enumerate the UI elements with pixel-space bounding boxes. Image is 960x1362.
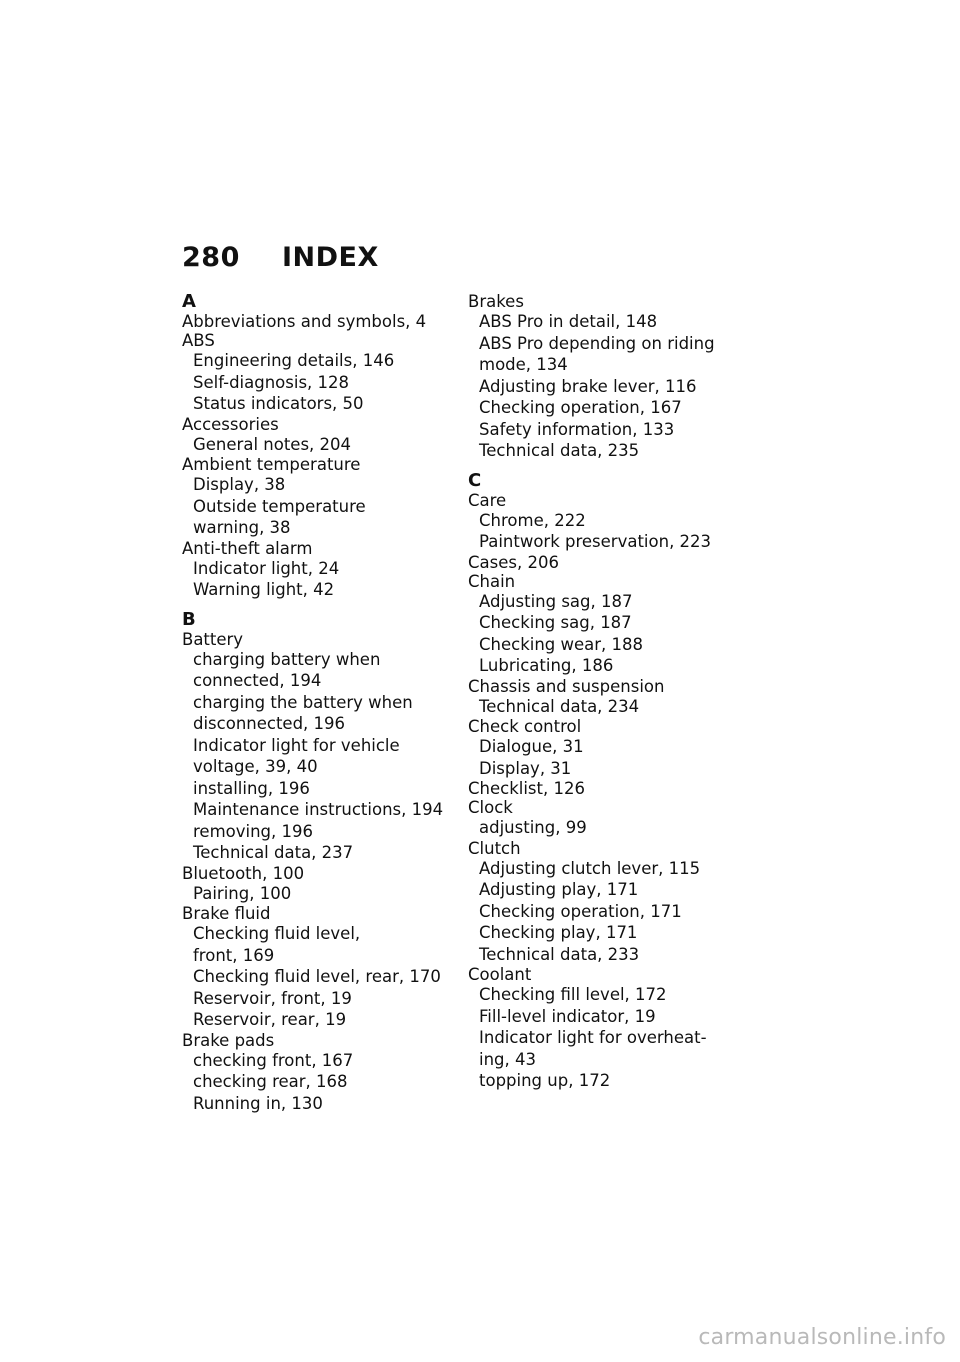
index-subentry: checking front, 167	[193, 1050, 354, 1070]
index-subentry: charging the battery when	[193, 692, 413, 712]
index-subentry: ABS Pro depending on riding	[479, 333, 715, 353]
index-entry	[182, 539, 457, 601]
index-subentry: Display, 31	[479, 758, 572, 778]
index-entry	[182, 1031, 457, 1115]
index-subentry: Technical data, 237	[193, 843, 354, 862]
index-subentry: Indicator light for vehicle	[193, 735, 400, 755]
index-subentry: removing, 196	[193, 821, 314, 841]
index-subentry: warning, 38	[193, 518, 291, 537]
index-entry	[468, 779, 758, 798]
index-subentry: Reservoir, front, 19	[193, 988, 352, 1008]
index-entry	[182, 630, 457, 864]
index-subentry: Self-diagnosis, 128	[193, 372, 350, 392]
index-term: Brake pads	[182, 1030, 275, 1050]
index-subentry: front, 169	[193, 945, 275, 965]
index-entry	[468, 798, 758, 839]
index-subentry: connected, 194	[193, 671, 322, 690]
page-number: 280	[182, 242, 240, 273]
watermark-text: carmanualsonline.info	[698, 1325, 946, 1350]
index-subentry: Checking fluid level,	[193, 924, 361, 943]
index-entry	[182, 415, 457, 456]
index-entry	[468, 292, 758, 462]
index-term: Accessories	[182, 414, 279, 434]
page-header	[182, 242, 379, 273]
index-entry	[468, 717, 758, 779]
index-entry	[468, 572, 758, 677]
index-term: Care	[468, 490, 507, 510]
index-term: Ambient temperature	[182, 455, 361, 474]
index-subentry: adjusting, 99	[479, 818, 587, 837]
index-subentry: Checking fill level, 172	[479, 985, 667, 1004]
index-entry	[182, 331, 457, 415]
index-term: Brake fluid	[182, 904, 271, 923]
index-subentry: Dialogue, 31	[479, 737, 584, 756]
index-term: Bluetooth, 100	[182, 863, 305, 883]
index-subentry: Technical data, 235	[479, 441, 640, 460]
index-subentry: voltage, 39, 40	[193, 757, 318, 776]
index-section	[468, 292, 758, 462]
index-subentry: Adjusting sag, 187	[479, 591, 633, 611]
index-term: Chain	[468, 571, 516, 591]
index-section	[182, 292, 457, 601]
index-subentry: Adjusting clutch lever, 115	[479, 858, 701, 878]
page-title: INDEX	[282, 242, 379, 273]
index-subentry: Paintwork preservation, 223	[479, 532, 712, 551]
index-subentry: Engineering details, 146	[193, 351, 395, 370]
index-subentry: Indicator light, 24	[193, 558, 340, 578]
index-subentry: Checking sag, 187	[479, 613, 632, 632]
index-subentry: Safety information, 133	[479, 419, 675, 439]
index-column-right	[468, 292, 758, 1092]
index-entry	[182, 312, 457, 331]
index-subentry: Adjusting play, 171	[479, 880, 639, 899]
index-subentry: Pairing, 100	[193, 883, 292, 903]
index-subentry: Maintenance instructions, 194	[193, 800, 444, 819]
index-subentry: mode, 134	[479, 355, 568, 374]
index-subentry: disconnected, 196	[193, 714, 346, 733]
index-subentry: Reservoir, rear, 19	[193, 1010, 347, 1029]
index-subentry: Checking wear, 188	[479, 634, 644, 654]
index-subentry: Checking play, 171	[479, 923, 638, 942]
index-section	[182, 610, 457, 1115]
index-subentry: topping up, 172	[479, 1071, 611, 1090]
index-entry	[468, 677, 758, 718]
index-term: Check control	[468, 717, 582, 736]
index-subentry: Running in, 130	[193, 1093, 323, 1113]
index-subentry: Status indicators, 50	[193, 394, 364, 413]
index-subentry: Technical data, 234	[479, 696, 640, 716]
index-subentry: installing, 196	[193, 778, 310, 798]
index-column-left	[182, 292, 457, 1114]
index-subentry: checking rear, 168	[193, 1072, 348, 1091]
index-term: Chassis and suspension	[468, 676, 665, 696]
index-term: Clutch	[468, 838, 521, 858]
index-subentry: Adjusting brake lever, 116	[479, 376, 697, 396]
index-subentry: Fill-level indicator, 19	[479, 1006, 656, 1026]
index-subentry: Technical data, 233	[479, 944, 640, 964]
index-entry	[468, 839, 758, 966]
index-subentry: Indicator light for overheat-	[479, 1028, 707, 1047]
index-term: Battery	[182, 629, 244, 649]
index-term: Brakes	[468, 292, 524, 311]
index-entry	[468, 965, 758, 1092]
index-term: Abbreviations and symbols, 4	[182, 312, 427, 331]
index-entry	[182, 864, 457, 905]
index-term: Anti-theft alarm	[182, 538, 313, 558]
index-subentry: Checking fluid level, rear, 170	[193, 967, 441, 986]
index-term: ABS	[182, 331, 215, 350]
index-subentry: Display, 38	[193, 475, 286, 494]
index-subentry: ing, 43	[479, 1049, 537, 1069]
index-term: Coolant	[468, 965, 532, 984]
index-subentry: Warning light, 42	[193, 580, 335, 599]
index-subentry: charging battery when	[193, 649, 381, 669]
index-entry	[182, 455, 457, 539]
index-term: Cases, 206	[468, 552, 559, 572]
index-subentry: Chrome, 222	[479, 510, 586, 530]
index-term: Checklist, 126	[468, 779, 585, 798]
section-letter: A	[182, 291, 196, 312]
index-subentry: Lubricating, 186	[479, 656, 614, 675]
index-subentry: Checking operation, 167	[479, 398, 682, 417]
index-section	[468, 471, 758, 1092]
index-entry	[182, 904, 457, 1031]
index-entry	[468, 491, 758, 553]
index-subentry: Outside temperature	[193, 496, 366, 516]
index-entry	[468, 553, 758, 572]
index-subentry: Checking operation, 171	[479, 901, 682, 921]
section-letter: B	[182, 608, 196, 630]
section-letter: C	[468, 469, 482, 491]
index-subentry: ABS Pro in detail, 148	[479, 312, 658, 331]
index-subentry: General notes, 204	[193, 434, 352, 454]
index-term: Clock	[468, 798, 513, 817]
